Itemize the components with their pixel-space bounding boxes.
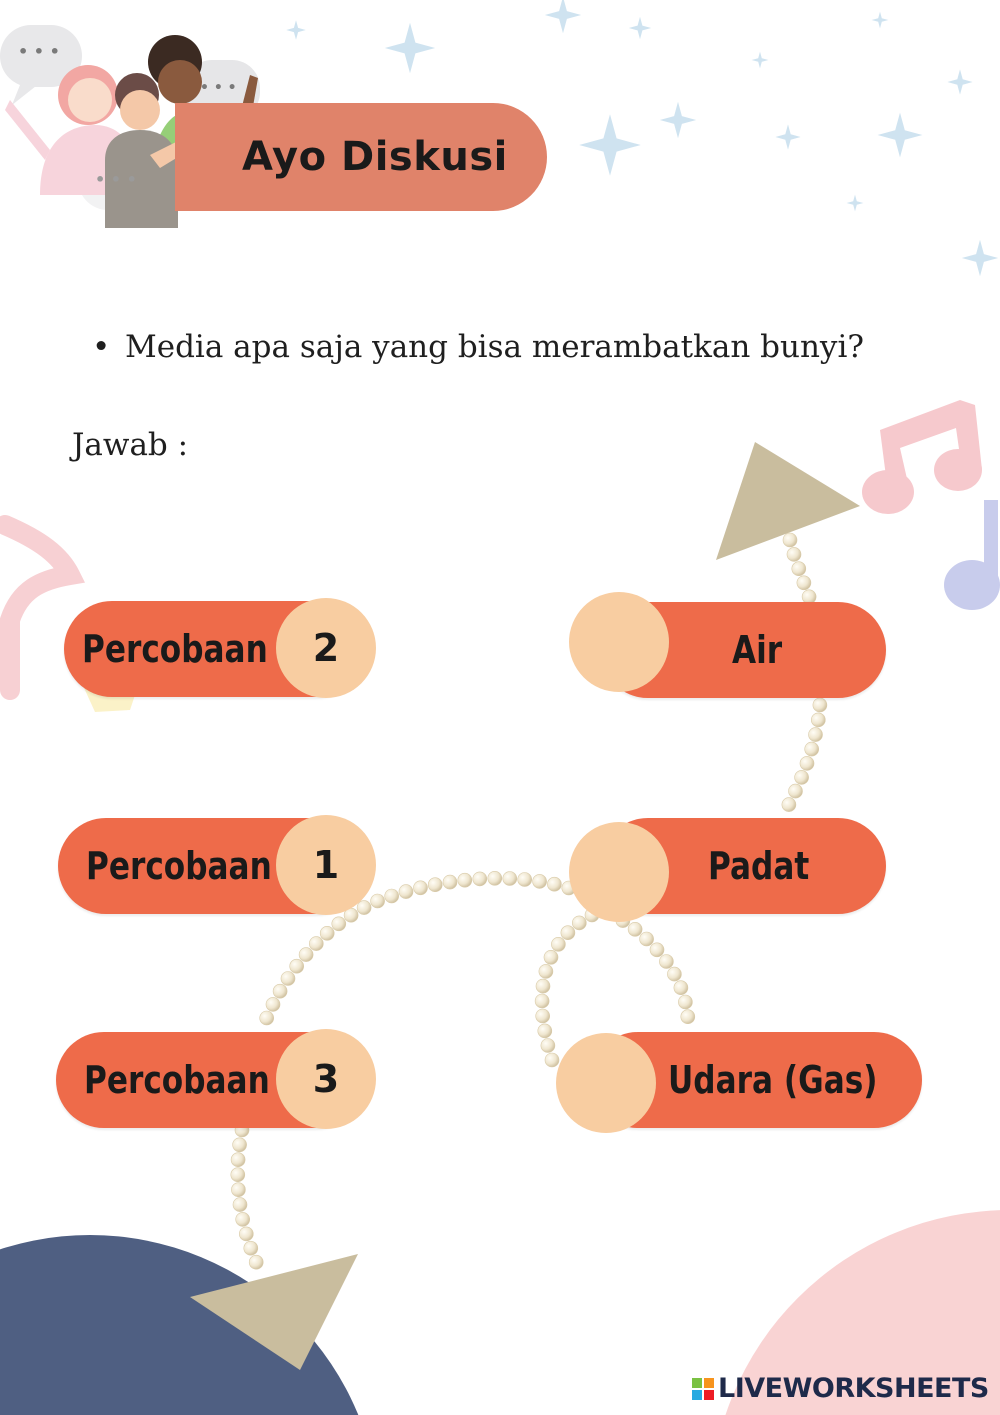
pearl-bead bbox=[239, 1227, 253, 1241]
left-item-label: Percobaan bbox=[82, 627, 268, 671]
pearl-bead bbox=[473, 872, 487, 886]
pearl-bead bbox=[518, 873, 532, 887]
pearl-bead bbox=[536, 1009, 550, 1023]
pearl-bead bbox=[281, 972, 295, 986]
speech-bubble-dots-bottom: • • • bbox=[95, 170, 137, 189]
pearl-bead bbox=[650, 943, 664, 957]
pearl-bead bbox=[266, 997, 280, 1011]
pearl-bead bbox=[503, 872, 517, 886]
pearl-bead bbox=[539, 964, 553, 978]
pearl-bead bbox=[231, 1183, 245, 1197]
answer-label: Jawab : bbox=[72, 427, 189, 463]
right-item-label: Udara (Gas) bbox=[668, 1058, 878, 1102]
liveworksheets-watermark bbox=[692, 1372, 989, 1406]
pearl-bead bbox=[640, 932, 654, 946]
pearl-bead bbox=[545, 1053, 559, 1067]
answer-slot-udara-gas[interactable] bbox=[556, 1033, 656, 1133]
pink-swirl-decoration bbox=[5, 525, 70, 690]
pearl-bead bbox=[547, 877, 561, 891]
pearl-bead bbox=[414, 881, 428, 895]
speech-bubble-dots: • • • bbox=[18, 42, 60, 61]
pearl-bead bbox=[811, 713, 825, 727]
pearl-bead bbox=[813, 698, 827, 712]
pearl-bead bbox=[809, 728, 823, 742]
answer-slot-air[interactable] bbox=[569, 592, 669, 692]
question-label: Media apa saja yang bisa merambatkan bunyi? bbox=[125, 329, 864, 365]
left-item-label: Percobaan bbox=[86, 844, 272, 888]
pearl-bead bbox=[249, 1255, 263, 1269]
pearl-bead bbox=[332, 917, 346, 931]
pearl-bead bbox=[273, 984, 287, 998]
pearl-bead bbox=[231, 1153, 245, 1167]
pearl-bead bbox=[544, 950, 558, 964]
pearl-bead bbox=[551, 937, 565, 951]
pearl-bead bbox=[371, 894, 385, 908]
pearl-bead bbox=[236, 1212, 250, 1226]
pearl-bead bbox=[667, 967, 681, 981]
pearl-bead bbox=[792, 562, 806, 576]
pearl-bead bbox=[357, 901, 371, 915]
navy-blob-decoration bbox=[0, 1235, 380, 1415]
pearl-bead bbox=[320, 926, 334, 940]
pearl-bead bbox=[299, 948, 313, 962]
pearl-bead bbox=[561, 926, 575, 940]
pearl-bead bbox=[309, 937, 323, 951]
left-item-number-1[interactable]: 1 bbox=[276, 815, 376, 915]
watermark-text: LIVEWORKSHEETS bbox=[718, 1373, 989, 1404]
music-note-purple-icon bbox=[944, 500, 1000, 610]
pearl-bead bbox=[488, 871, 502, 885]
pearl-bead bbox=[782, 798, 796, 812]
pearl-bead bbox=[628, 922, 642, 936]
pearl-bead bbox=[787, 547, 801, 561]
pearl-bead bbox=[800, 756, 814, 770]
right-item-label: Padat bbox=[708, 844, 810, 888]
pearl-bead bbox=[535, 994, 549, 1008]
bullet-icon: • bbox=[92, 329, 111, 365]
pearl-bead bbox=[233, 1198, 247, 1212]
left-item-number-2[interactable]: 2 bbox=[276, 598, 376, 698]
speech-bubble-dots-right: • • • bbox=[200, 80, 237, 96]
pearl-bead bbox=[789, 784, 803, 798]
pearl-bead bbox=[795, 770, 809, 784]
liveworksheets-logo-icon bbox=[692, 1378, 714, 1400]
pearl-bead bbox=[290, 959, 304, 973]
pearl-bead bbox=[538, 1024, 552, 1038]
pearl-bead bbox=[541, 1039, 555, 1053]
right-item-label: Air bbox=[732, 628, 783, 672]
pearl-bead bbox=[783, 533, 797, 547]
pearl-bead bbox=[533, 874, 547, 888]
pearl-bead bbox=[231, 1168, 245, 1182]
pearl-bead bbox=[805, 742, 819, 756]
left-item-number-3[interactable]: 3 bbox=[276, 1029, 376, 1129]
pearl-bead bbox=[458, 873, 472, 887]
pearl-bead bbox=[681, 1010, 695, 1024]
pearl-bead bbox=[260, 1011, 274, 1025]
pearl-bead bbox=[244, 1241, 258, 1255]
pearl-bead bbox=[385, 889, 399, 903]
pearl-bead bbox=[443, 875, 457, 889]
header-title: Ayo Diskusi bbox=[242, 134, 508, 180]
pearl-bead bbox=[536, 979, 550, 993]
pearl-bead bbox=[399, 885, 413, 899]
pearl-bead bbox=[428, 878, 442, 892]
answer-slot-padat[interactable] bbox=[569, 822, 669, 922]
pearl-bead bbox=[572, 916, 586, 930]
pearl-bead bbox=[678, 995, 692, 1009]
left-item-label: Percobaan bbox=[84, 1058, 270, 1102]
pearl-bead bbox=[797, 576, 811, 590]
question-text bbox=[92, 322, 864, 372]
pearl-bead bbox=[674, 981, 688, 995]
pearl-bead bbox=[659, 955, 673, 969]
pearl-bead bbox=[233, 1138, 247, 1152]
music-note-pink-icon bbox=[862, 400, 982, 514]
